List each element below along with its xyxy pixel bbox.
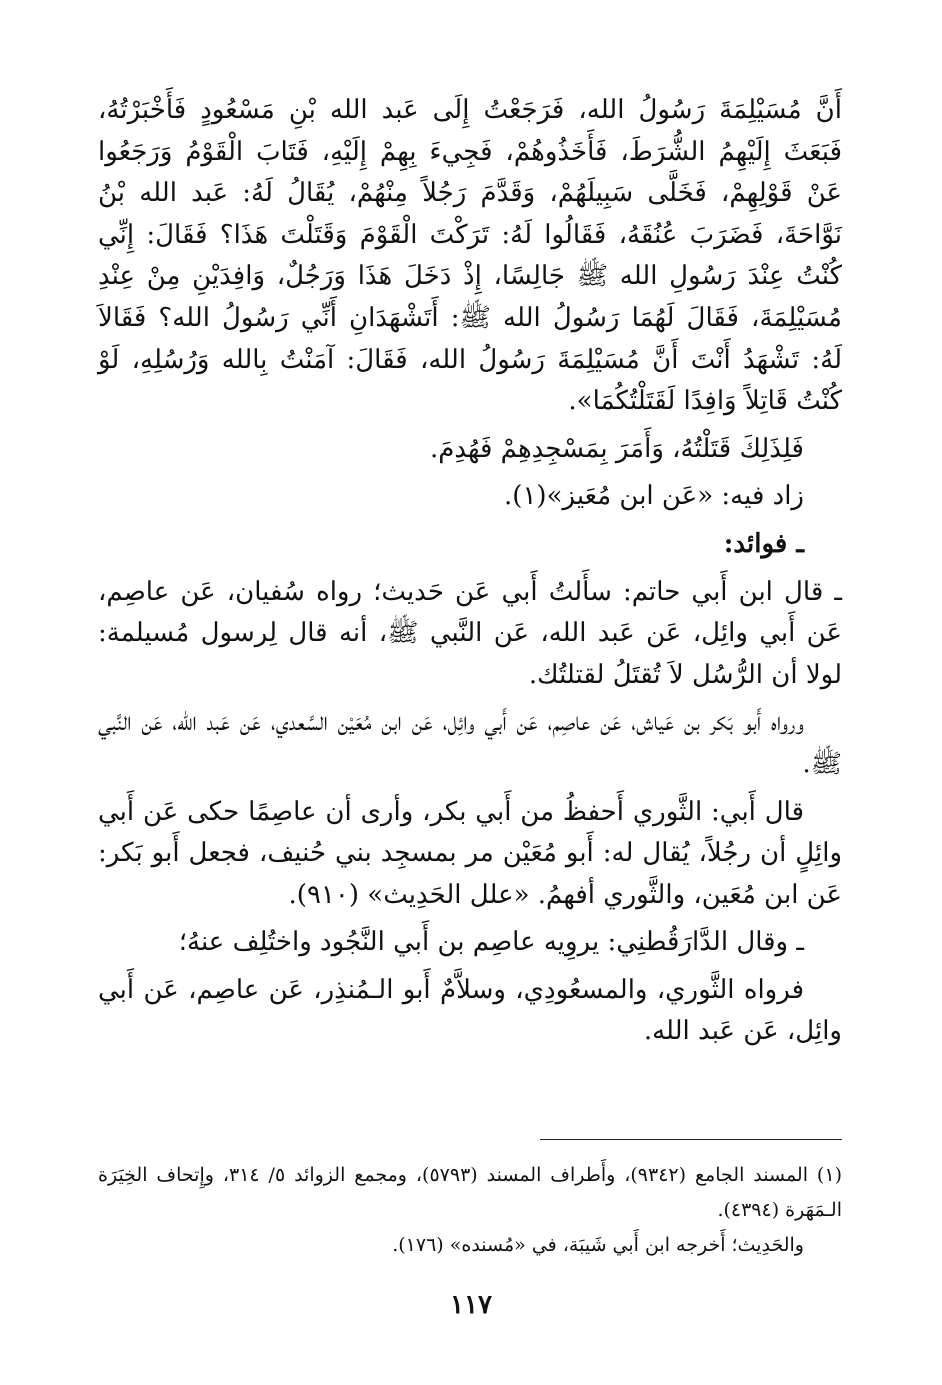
commentary-paragraph: فرواه الثَّوري، والمسعُودِي، وسلاَّمٌ أَبو الـمُنذِر، عَن عاصِم، عَن أَبي وائِل، عَن عَبد الله. [98,974,842,1047]
footnote: والحَدِيث؛ أَخرجه ابن أَبي شَيبَة، في «مُسنده» (١٧٦). [392,1234,804,1256]
narration-addition: زاد فيه: «عَن ابن مُعَيز»(١). [504,481,804,512]
footnote: (١) المسند الجامع (٩٣٤٢)، وأَطراف المسند (٥٧٩٣)، ومجمع الزوائد ٥/ ٣١٤، وإِتحاف الخِيَرَة الـمَهَرة (٤٣٩٤). [98,1164,842,1221]
footnote-separator [540,1139,842,1140]
hadith-conclusion: فَلِذَلِكَ قَتَلْتُهُ، وَأَمَرَ بِمَسْجِدِهِمْ فَهُدِمَ. [429,433,804,464]
commentary-paragraph: قال أَبي: الثَّوري أَحفظُ من أَبي بكر، وأرى أن عاصِمًا حكى عَن أَبي وائِلٍ أن رجُلاً، يُقال له: أَبو مُعَيْن مر بمسجِد بني حُنيف، فجعل أَبو بَكر: عَن ابن مُعَين، والثَّوري أفهمُ. «علل الحَدِيث» (٩١٠). [98,796,842,910]
commentary-paragraph: ـ قال ابن أَبي حاتم: سأَلتُ أَبي عَن حَديث؛ رواه سُفيان، عَن عاصِم، عَن أَبي وائِل، عَن عَبد الله، عَن النَّبي ﷺ، أنه قال لِرسول مُسيلمة: لولا أن الرُّسُل لاَ تُقتَلُ لقتلتُك. [98,576,842,690]
main-text-block [98,90,842,1059]
footnotes-block [98,1158,842,1263]
commentary-paragraph: ورواه أَبو بَكر بن عَياش، عَن عاصِم، عَن أَبي وائِل، عَن ابن مُعَيْن السَّعدي، عَن عَبد الله، عَن النَّبي ﷺ. [98,707,842,779]
commentary-paragraph: ـ وقال الدَّارَقُطنِي: يروِيه عاصِم بن أَبي النَّجُود واختُلِف عنهُ؛ [178,927,804,958]
section-heading-benefits: ـ فوائد: [723,528,804,559]
page-number: ١١٧ [450,1290,492,1320]
hadith-paragraph: أَنَّ مُسَيْلِمَةَ رَسُولُ الله، فَرَجَعْتُ إِلَى عَبد الله بْنِ مَسْعُودٍ فَأَخْبَرْتُهُ، فَبَعَثَ إِلَيْهِمُ الشُّرَطَ، فَأَخَذُوهُمْ، فَجِيءَ بِهِمْ إِلَيْهِ، فَتَابَ الْقَوْمُ وَرَجَعُوا عَنْ قَوْلِهِمْ، فَخَلَّى سَبِيلَهُمْ، وَقَدَّمَ رَجُلاً مِنْهُمْ، يُقَالُ لَهُ: عَبد الله بْنُ نَوَّاحَةَ، فَضَرَبَ عُنُقَهُ، فَقَالُوا لَهُ: تَرَكْتَ الْقَوْمَ وَقَتَلْتَ هَذَا؟ فَقَالَ: إِنِّي كُنْتُ عِنْدَ رَسُولِ الله ﷺ جَالِسًا، إِذْ دَخَلَ هَذَا وَرَجُلٌ، وَافِدَيْنِ مِنْ عِنْدِ مُسَيْلِمَةَ، فَقَالَ لَهُمَا رَسُولُ الله ﷺ: أَتَشْهَدَانِ أَنِّي رَسُولُ الله؟ فَقَالاَ لَهُ: تَشْهَدُ أَنْتَ أَنَّ مُسَيْلِمَةَ رَسُولُ الله، فَقَالَ: آمَنْتُ بِالله وَرُسُلِهِ، لَوْ كُنْتُ قَاتِلاً وَافِدًا لَقَتَلْتُكُمَا». [98,95,842,417]
